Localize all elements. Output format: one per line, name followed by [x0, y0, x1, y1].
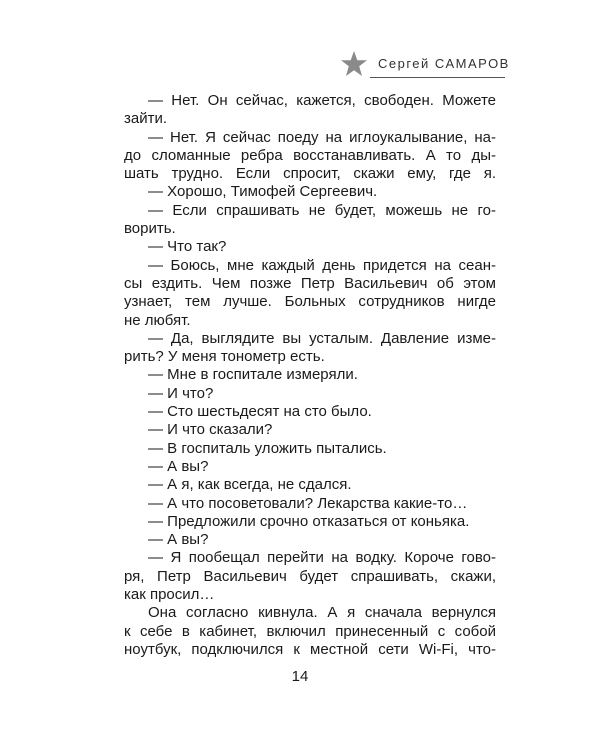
text-line: — Нет. Я сейчас поеду на иглоукалывание, на-: [148, 128, 496, 146]
text-line: — И что?: [148, 384, 214, 402]
text-line: — Да, выглядите вы усталым. Давление изме-: [148, 329, 496, 347]
text-line: к себе в кабинет, включил принесенный с собой: [124, 622, 496, 640]
text-line: ворить.: [124, 220, 176, 238]
text-line: — Мне в госпитале измеряли.: [148, 366, 358, 384]
text-line: — Нет. Он сейчас, кажется, свободен. Можете: [148, 92, 496, 109]
text-line: — Если спрашивать не будет, можешь не го-: [148, 201, 496, 219]
text-line: ноутбук, подключился к местной сети Wi-Fi, что-: [124, 640, 496, 658]
text-line: — А я, как всегда, не сдался.: [148, 476, 352, 494]
header-rule: [370, 77, 505, 78]
page-number: 14: [291, 668, 309, 685]
text-line: — И что сказали?: [148, 421, 273, 439]
text-line: ря, Петр Васильевич будет спрашивать, скажи,: [124, 567, 496, 585]
text-line: — А вы?: [148, 531, 209, 549]
text-line: — Предложили срочно отказаться от коньяка.: [148, 512, 470, 530]
text-line: как просил…: [124, 586, 215, 604]
text-line: — Что так?: [148, 238, 227, 256]
text-line: рить? У меня тонометр есть.: [124, 348, 325, 366]
text-line: — Хорошо, Тимофей Сергеевич.: [148, 183, 378, 201]
text-line: зайти.: [124, 110, 168, 128]
text-line: сы ездить. Чем позже Петр Васильевич об этом: [124, 274, 496, 292]
text-line: — А что посоветовали? Лекарства какие-то…: [148, 494, 468, 512]
text-line: Она согласно кивнула. А я сначала вернулся: [148, 604, 496, 622]
page-text: [124, 92, 496, 659]
text-line: — Я пообещал перейти на водку. Короче гово-: [148, 549, 496, 567]
author-name: Сергей САМАРОВ: [378, 56, 510, 71]
text-line: шать трудно. Если спросит, скажи ему, где я.: [124, 165, 496, 183]
text-line: — Сто шестьдесят на сто было.: [148, 403, 372, 421]
running-header: [340, 50, 510, 78]
star-icon: [340, 50, 368, 78]
text-line: до сломанные ребра восстанавливать. А то ды-: [124, 146, 496, 164]
text-line: — В госпиталь уложить пытались.: [148, 439, 387, 457]
text-line: не любят.: [124, 311, 191, 329]
text-line: — Боюсь, мне каждый день придется на сеан-: [148, 256, 496, 274]
text-line: узнает, тем лучше. Больных сотрудников нигде: [124, 293, 496, 311]
text-line: — А вы?: [148, 457, 209, 475]
